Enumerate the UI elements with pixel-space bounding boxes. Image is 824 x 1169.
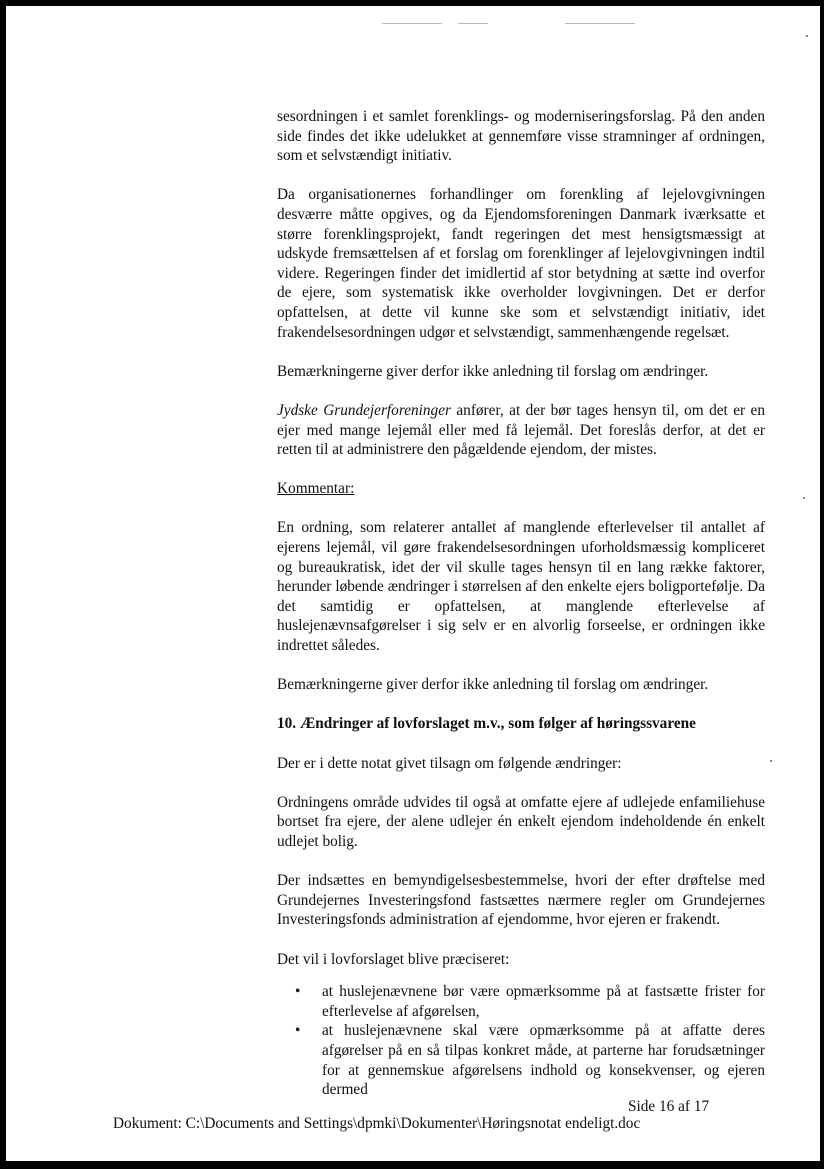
paragraph: sesordningen i et samlet forenklings- og moderniseringsforslag. På den anden side findes det ikke udelukket at gennemføre visse stramninger af ordningen, som et selvstændigt initiativ. xyxy=(277,108,765,165)
document-body xyxy=(277,107,765,1100)
comment-heading: Kommentar: xyxy=(277,480,355,498)
scan-speck xyxy=(770,760,772,762)
document-path-footer: Dokument: C:\Documents and Settings\dpmki\Dokumenter\Høringsnotat endeligt.doc xyxy=(113,1115,641,1132)
section-heading: 10. Ændringer af lovforslaget m.v., som følger af høringssvarene xyxy=(277,715,696,733)
paragraph: Der indsættes en bemyndigelsesbestemmelse, hvori der efter drøftelse med Grundejernes Investeringsfond fastsættes nærmere regler om Grundejernes Investeringsfonds administration af ejendomme, hvor ejeren er frakendt. xyxy=(277,872,765,929)
list-item-text: at huslejenævnene bør være opmærksomme på at fastsætte frister for efterlevelse af afgørelsen, xyxy=(322,983,765,1020)
scan-border-right xyxy=(820,0,824,1169)
paragraph: Ordningens område udvides til også at omfatte ejere af udlejede enfamiliehuse bortset fra ejere, der alene udlejer én enkelt ejendom indeholdende én enkelt udlejet bolig. xyxy=(277,793,765,850)
paragraph-text: anfører, at der bør tages hensyn til, om det er en ejer med mange lejemål eller med få lejemål. Det foreslås derfor, at det er retten til at administrere den pågældende ejendom, der mistes. xyxy=(277,401,765,459)
paragraph-jydske xyxy=(277,401,765,460)
paragraph: Det vil i lovforslaget blive præciseret: xyxy=(277,950,510,968)
scan-artifact-line xyxy=(565,23,635,24)
scan-border-bottom xyxy=(0,1161,824,1169)
scan-border-left xyxy=(0,0,6,1169)
bullet-list xyxy=(277,982,765,1100)
paragraph: Der er i dette notat givet tilsagn om følgende ændringer: xyxy=(277,754,622,772)
scan-speck xyxy=(806,35,808,37)
bullet-icon: • xyxy=(295,1022,301,1040)
organization-name: Jydske Grundejerforeninger xyxy=(277,401,451,419)
page-number: Side 16 af 17 xyxy=(628,1098,710,1115)
list-item xyxy=(277,1021,765,1099)
scan-artifact-line xyxy=(382,23,442,24)
list-item-text: at huslejenævnene skal være opmærksomme på at affatte deres afgørelser på en så tilpas konkret måde, at parterne har forudsætninger for at gennemskue afgørelsens indhold og konsekvenser, og ejeren dermed xyxy=(322,1022,765,1099)
scan-artifact-line xyxy=(458,23,488,24)
paragraph: En ordning, som relaterer antallet af manglende efterlevelser til antallet af ejerens lejemål, vil gøre frakendelsesordningen uforholdsmæssig kompliceret og bureaukratisk, idet der vil skulle tages hensyn til en lang række faktorer, herunder løbende ændringer i størrelsen af den enkelte ejers boligportefølje. Da det samtidig er opfattelsen, at manglende efterlevelse af huslejenævnsafgørelser i sig selv er en alvorlig forseelse, er ordningen ikke indrettet således. xyxy=(277,519,765,655)
paragraph: Da organisationernes forhandlinger om forenkling af lejelovgivningen desværre måtte opgives, og da Ejendomsforeningen Danmark iværksatte et større forenklingsprojekt, fandt regeringen det mest hensigtsmæssigt at udskyde fremsættelsen af et forslag om forenklinger af lejelovgivningen indtil videre. Regeringen finder det imidlertid af stor betydning at sætte ind overfor de ejere, som systematisk ikke overholder lovgivningen. Det er derfor opfattelsen, at dette vil kunne ske som et selvstændigt initiativ, idet frakendelsesordningen udgør et selvstændigt, sammenhængende regelsæt. xyxy=(277,186,765,341)
paragraph: Bemærkningerne giver derfor ikke anledning til forslag om ændringer. xyxy=(277,362,709,380)
bullet-icon: • xyxy=(295,983,301,1001)
paragraph: Bemærkningerne giver derfor ikke anledning til forslag om ændringer. xyxy=(277,676,709,694)
scan-speck xyxy=(803,497,805,499)
scan-border-top xyxy=(0,0,824,6)
list-item xyxy=(277,982,765,1021)
